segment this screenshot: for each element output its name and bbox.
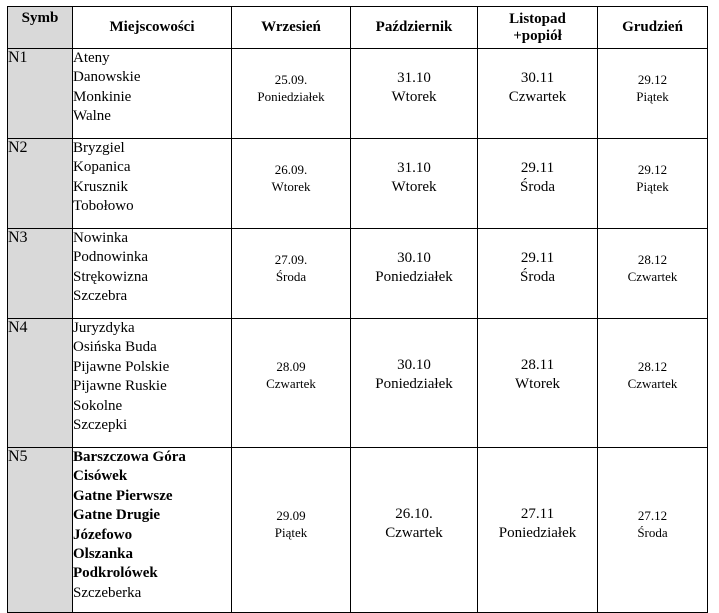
cell-october: [351, 139, 478, 229]
row-symbol: N4: [8, 319, 73, 448]
date: 28.11: [520, 357, 555, 373]
place-item: Sokolne: [73, 397, 123, 414]
date: 27.11: [520, 506, 555, 522]
place-item: Barszczowa Góra: [73, 449, 186, 465]
date: 28.09: [276, 359, 306, 374]
date: 31.10: [397, 69, 431, 86]
place-item: Pijawne Ruskie: [73, 378, 167, 395]
weekday: Środa: [520, 178, 555, 195]
place-item: Józefowo: [73, 526, 133, 543]
table-row: [8, 319, 708, 448]
date: 26.09.: [274, 161, 308, 177]
header-places: Miejscowości: [73, 7, 232, 49]
weekday: Środa: [520, 268, 555, 285]
weekday: Poniedziałek: [257, 88, 325, 104]
weekday: Czwartek: [627, 268, 678, 284]
header-row: [8, 7, 708, 49]
place-item: Ateny: [73, 50, 110, 66]
weekday: Poniedziałek: [498, 525, 577, 541]
row-symbol: N5: [8, 448, 73, 613]
weekday: Wtorek: [271, 178, 311, 194]
place-item: Monkinie: [73, 88, 132, 105]
date: 29.11: [520, 159, 555, 176]
date: 26.10.: [395, 506, 433, 522]
row-symbol: N3: [8, 229, 73, 319]
cell-november: [478, 319, 598, 448]
date: 28.12: [637, 251, 668, 267]
row-places: [73, 49, 232, 139]
table-row: [8, 229, 708, 319]
date: 30.10: [397, 249, 431, 266]
date: 29.12: [637, 161, 668, 177]
date: 27.12: [637, 508, 668, 523]
place-item: Juryzdyka: [73, 320, 135, 336]
place-item: Nowinka: [73, 230, 128, 246]
date: 29.11: [520, 249, 555, 266]
header-december: Grudzień: [598, 7, 708, 49]
place-item: Szczeberka: [73, 584, 142, 601]
row-places: [73, 448, 232, 613]
place-item: Gatne Drugie: [73, 507, 161, 524]
weekday: Czwartek: [508, 88, 567, 105]
header-november: [478, 7, 598, 49]
place-item: Cisówek: [73, 468, 128, 485]
place-item: Bryzgiel: [73, 140, 125, 156]
weekday: Poniedziałek: [375, 376, 453, 392]
header-november-line2: +popiół: [513, 27, 562, 44]
date: 28.12: [637, 359, 668, 374]
place-item: Podkrolówek: [73, 565, 158, 582]
cell-november: [478, 448, 598, 613]
weekday: Czwartek: [385, 525, 443, 541]
cell-september: [232, 49, 351, 139]
cell-september: [232, 229, 351, 319]
cell-december: [598, 49, 708, 139]
date: 29.12: [637, 71, 668, 87]
weekday: Piątek: [636, 178, 669, 194]
cell-october: [351, 229, 478, 319]
weekday: Piątek: [636, 88, 669, 104]
cell-september: [232, 448, 351, 613]
place-item: Pijawne Polskie: [73, 358, 170, 375]
weekday: Wtorek: [515, 376, 560, 392]
cell-september: [232, 139, 351, 229]
weekday: Czwartek: [627, 376, 678, 391]
date: 30.11: [520, 69, 555, 86]
place-item: Szczepki: [73, 417, 128, 434]
cell-december: [598, 229, 708, 319]
row-symbol: N1: [8, 49, 73, 139]
cell-september: [232, 319, 351, 448]
place-item: Danowskie: [73, 69, 141, 86]
weekday: Poniedziałek: [375, 268, 453, 285]
date: 30.10: [397, 357, 431, 373]
cell-november: [478, 139, 598, 229]
date: 25.09.: [274, 71, 308, 87]
date: 29.09: [276, 508, 306, 523]
row-places: [73, 229, 232, 319]
header-october: Październik: [351, 7, 478, 49]
cell-october: [351, 448, 478, 613]
place-item: Gatne Pierwsze: [73, 487, 173, 504]
cell-october: [351, 49, 478, 139]
cell-november: [478, 229, 598, 319]
table-row: [8, 139, 708, 229]
cell-october: [351, 319, 478, 448]
place-item: Kopanica: [73, 159, 131, 176]
weekday: Wtorek: [391, 88, 437, 105]
table-row: [8, 49, 708, 139]
row-places: [73, 319, 232, 448]
cell-december: [598, 448, 708, 613]
header-symbol: Symb: [8, 7, 73, 49]
place-item: Szczebra: [73, 288, 128, 305]
weekday: Piątek: [274, 525, 308, 540]
place-item: Krusznik: [73, 178, 128, 195]
weekday: Środa: [637, 525, 668, 540]
row-symbol: N2: [8, 139, 73, 229]
place-item: Podnowinka: [73, 249, 148, 266]
weekday: Czwartek: [266, 376, 316, 391]
table-row: [8, 448, 708, 613]
header-september: Wrzesień: [232, 7, 351, 49]
cell-december: [598, 319, 708, 448]
place-item: Strękowizna: [73, 268, 148, 285]
weekday: Środa: [275, 268, 307, 284]
weekday: Wtorek: [391, 178, 437, 195]
cell-december: [598, 139, 708, 229]
place-item: Osińska Buda: [73, 339, 157, 356]
schedule-table: [7, 6, 708, 613]
cell-november: [478, 49, 598, 139]
row-places: [73, 139, 232, 229]
place-item: Tobołowo: [73, 198, 134, 215]
date: 31.10: [397, 159, 431, 176]
header-november-line1: Listopad: [509, 10, 566, 27]
place-item: Walne: [73, 108, 111, 125]
date: 27.09.: [274, 251, 308, 267]
place-item: Olszanka: [73, 546, 134, 563]
